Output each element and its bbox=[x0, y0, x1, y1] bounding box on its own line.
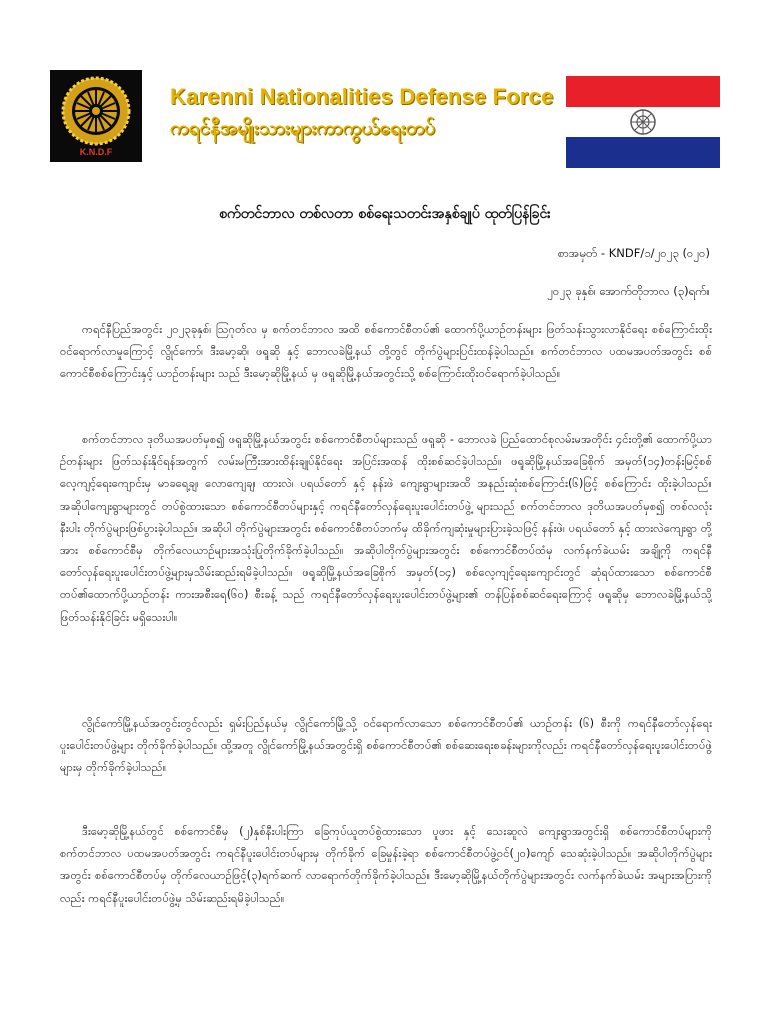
paragraph-1: ကရင်နီပြည်အတွင်း ၂၀၂၃ခုနှစ်၊ ဩဂုတ်လ မှ စက်တင်ဘာလ အထိ စစ်ကောင်စီတပ်၏ ထောက်ပို့ယာဥ်တန်းများ ဖြတ်သန်းသွားလာနိုင်ရေး စစ်ကြောင်းထိုးဝင်ရောက်လာမှုကြောင့် လွိုင်ကော်၊ ဒီးမော့ဆို၊ ဖရူဆို နှင့် ဘောလခဲမြို့နယ် တို့တွင် တိုက်ပွဲများပြင်းထန်ခဲ့ပါသည်။ စက်တင်ဘာလ ပထမအပတ်အတွင်း စစ်ကောင်စီစစ်ကြောင်းနှင့် ယာဥ်တန်းများ သည် ဒီးမော့ဆိုမြို့နယ် မှ ဖရူဆိုမြို့နယ်အတွင်းသို့ စစ်ကြောင်းထိုးဝင်ရောက်ခဲ့ပါသည်။ bbox=[60, 322, 712, 381]
paragraph-4: ဒီးမော့ဆိုမြို့နယ်တွင် စစ်ကောင်စီမှ (၂)နှစ်နီးပါးကြာ ခြေကုပ်ယူတပ်စွဲထားသော ပူဖား နှင့် သေးဆူလဲ ကျေးရွာအတွင်းရှိ စစ်ကောင်စီတပ်များကို စက်တင်ဘာလ ပထမအပတ်အတွင်း ကရင်နီပူးပေါင်းတပ်များမှ တိုက်ခိုက် ခြေမှုန်းခဲ့ရာ စစ်ကောင်စီတပ်ဖွဲ့ဝင်(၂၀)ကျော် သေဆုံးခဲ့ပါသည်။ အဆိုပါတိုက်ပွဲများအတွင်း စစ်ကောင်စီတပ်မှ တိုက်လေယာဥ်ဖြင့်(၃)ရက်ဆက် လာရောက်တိုက်ခိုက်ခဲ့ပါသည်။ ဒီးမော့ဆိုမြို့နယ်တိုက်ပွဲများအတွင်း လက်နက်ခဲယမ်း အများအပြားကိုလည်း ကရင်နီပူးပေါင်းတပ်ဖွဲ့မှ သိမ်းဆည်းရမိခဲ့ပါသည်။ bbox=[60, 824, 712, 905]
paragraph-3: လွိုင်ကော်မြို့နယ်အတွင်းတွင်လည်း ရှမ်းပြည်နယ်မှ လွိုင်ကော်မြို့သို့ ဝင်ရောက်လာသော စစ်ကောင်စီတပ်၏ ယာဥ်တန်း (၆) စီးကို ကရင်နီတော်လှန်ရေးပူးပေါင်းတပ်ဖွဲ့များ တိုက်ခိုက်ခဲ့ပါသည်။ ထို့အတူ လွိုင်ကော်မြို့နယ်အတွင်းရှိ စစ်ကောင်စီတပ်၏ စစ်ဆေးရေးစခန်းများကိုလည်း ကရင်နီတော်လှန်ရေးပူးပေါင်းတပ်ဖွဲ့များမှ တိုက်ခိုက်ခဲ့ပါသည်။ bbox=[60, 716, 712, 775]
flag-blue-band bbox=[566, 137, 720, 168]
flag-emblem-icon bbox=[626, 107, 660, 137]
document-date: ၂၀၂၃ ခုနှစ်၊ အောက်တိုဘာလ (၃)ရက်။ bbox=[547, 284, 710, 298]
document-title: စက်တင်ဘာလ တစ်လတာ စစ်ရေးသတင်းအနှစ်ချုပ် ထုတ်ပြန်ခြင်း bbox=[219, 206, 551, 222]
karenni-flag bbox=[566, 76, 720, 168]
logo-caption: K.N.D.F bbox=[79, 147, 113, 157]
organization-name-english: Karenni Nationalities Defense Force bbox=[170, 84, 554, 109]
flag-red-band bbox=[566, 76, 720, 107]
paragraph-2: စက်တင်ဘာလ ဒုတိယအပတ်မှစ၍ ဖရူဆိုမြို့နယ်အတွင်း စစ်ကောင်စီတပ်များသည် ဖရူဆို - ဘောလခဲ ပြည်ထောင်စုလမ်းမအတိုင်း ၄င်းတို့၏ ထောက်ပို့ယာဥ်တန်းများ ဖြတ်သန်းနိုင်ရန်အတွက် လမ်းမကြီးအားထိန်းချုပ်နိုင်ရေး အပြင်းအထန် ထိုးစစ်ဆင်ခဲ့ပါသည်။ ဖရူဆိုမြို့နယ်အခြေစိုက် အမှတ်(၁၄)တန်းမြင့်စစ်လေ့ကျင့်ရေးကျောင်းမှ မာခရေ့ချ၊ လောကျေချ၊ ထားလဲ၊ ပရယ်တော် နှင့် နန်းဖဲ ကျေးရွာများအထိ အနည်းဆုံးစစ်ကြောင်း(၆)ဖြင့် စစ်ကြောင်း ထိုးခဲ့ပါသည်။ အဆိုပါကျေးရွာများတွင် တပ်စွဲထားသော စစ်ကောင်စီတပ်များနှင့် ကရင်နီတော်လှန်ရေးပူးပေါင်းတပ်ဖွဲ့ များသည် စက်တင်ဘာလ ဒုတိယအပတ်မှစ၍ တစ်လလုံးနီးပါး တိုက်ပွဲများဖြစ်ပွားခဲ့ပါသည်။ အဆိုပါ တိုက်ပွဲများအတွင်း စစ်ကောင်စီတပ်ဘက်မှ ထိခိုက်ကျဆုံးမှုများပြားခဲ့သဖြင့် နန်းဖဲ၊ ပရယ်တော် နှင့် ထားလဲကျေးရွာ တို့အား စစ်ကောင်စီမှ တိုက်လေယာဥ်များအသုံးပြုတိုက်ခိုက်ခဲ့ပါသည်။ အဆိုပါတိုက်ပွဲများအတွင်း စစ်ကောင်စီတပ်ထံမှ လက်နက်ခဲယမ်း အချို့ကို ကရင်နီတော်လှန်ရေးပူးပေါင်းတပ်ဖွဲ့များမှသိမ်းဆည်းရမိခဲ့ပါသည်။ ဖရူဆိုမြို့နယ်အခြေစိုက် အမှတ်(၁၄) စစ်လေ့ကျင့်ရေးကျောင်းတွင် ဆုံရပ်ထားသော စစ်ကောင်စီတပ်၏ထောက်ပို့ယာဥ်တန်း ကားအစီးရေ(၆၀) စီးခန့် သည် ကရင်နီတော်လှန်ရေးပူးပေါင်းတပ်ဖွဲ့များ၏ တန်ပြန်စစ်ဆင်ရေးကြောင့် ဖရူဆိုမှ ဘောလခဲမြို့နယ်သို့ ဖြတ်သန်းနိုင်ခြင်း မရှိသေးပါ။ bbox=[60, 432, 712, 624]
reference-number: စာအမှတ် - KNDF/၁/၂၀၂၃ (၀၂၀) bbox=[557, 246, 710, 260]
flag-white-band bbox=[566, 107, 720, 138]
organization-name-burmese: ကရင်နီအမျိုးသားများကာကွယ်ရေးတပ် bbox=[170, 117, 436, 139]
kndf-logo bbox=[50, 70, 142, 162]
